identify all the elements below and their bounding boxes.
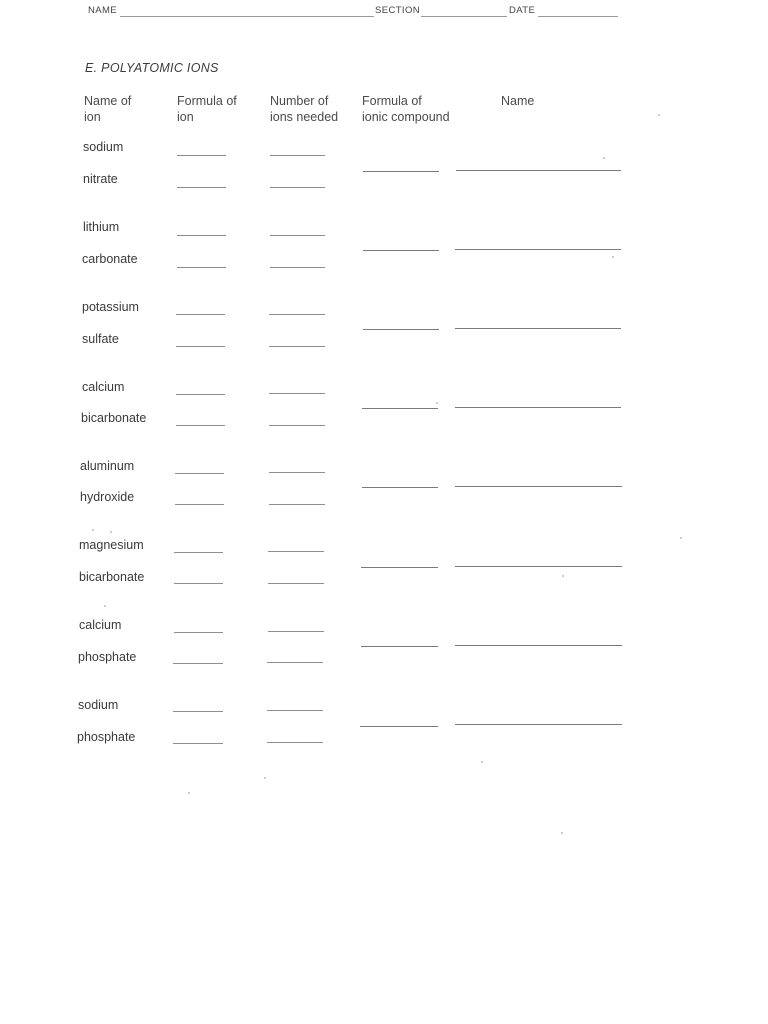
name-label: NAME: [88, 5, 118, 16]
anion-name: bicarbonate: [79, 570, 145, 584]
anion-name: phosphate: [77, 730, 136, 744]
cation-formula-blank[interactable]: [173, 711, 223, 712]
col-head-name-of-ion: [84, 93, 131, 125]
scan-speck: [264, 777, 266, 779]
col-head-line: ion: [84, 110, 101, 124]
compound-formula-blank[interactable]: [363, 250, 439, 251]
cation-count-blank[interactable]: [267, 710, 323, 711]
col-head-number-needed: [270, 93, 338, 125]
cation-formula-blank[interactable]: [174, 632, 223, 633]
scan-speck: [562, 575, 564, 577]
compound-name-blank[interactable]: [455, 486, 622, 487]
anion-count-blank[interactable]: [268, 583, 324, 584]
anion-formula-blank[interactable]: [174, 583, 223, 584]
date-field[interactable]: [538, 16, 618, 17]
compound-name-blank[interactable]: [455, 645, 622, 646]
cation-count-blank[interactable]: [270, 235, 325, 236]
compound-name-blank[interactable]: [455, 328, 621, 329]
cation-name: calcium: [82, 380, 125, 394]
scan-speck: [110, 531, 112, 533]
cation-formula-blank[interactable]: [177, 235, 226, 236]
scan-speck: [561, 832, 563, 834]
cation-formula-blank[interactable]: [175, 473, 224, 474]
col-head-line: Name: [501, 94, 535, 108]
anion-count-blank[interactable]: [269, 504, 325, 505]
anion-name: phosphate: [78, 650, 137, 664]
col-head-line: ionic compound: [362, 110, 450, 124]
compound-formula-blank[interactable]: [362, 408, 438, 409]
anion-name: carbonate: [82, 252, 138, 266]
anion-formula-blank[interactable]: [175, 504, 224, 505]
section-label: SECTION: [375, 5, 421, 16]
col-head-formula-of-ion: [177, 93, 237, 125]
compound-name-blank[interactable]: [456, 170, 621, 171]
scan-speck: [603, 157, 605, 159]
col-head-line: ion: [177, 110, 194, 124]
cation-formula-blank[interactable]: [176, 314, 225, 315]
col-head-line: Name of: [84, 94, 132, 108]
compound-name-blank[interactable]: [455, 249, 621, 250]
compound-formula-blank[interactable]: [361, 567, 438, 568]
cation-count-blank[interactable]: [268, 551, 324, 552]
anion-formula-blank[interactable]: [176, 425, 225, 426]
section-field[interactable]: [421, 16, 507, 17]
cation-count-blank[interactable]: [270, 155, 325, 156]
anion-count-blank[interactable]: [270, 267, 325, 268]
anion-formula-blank[interactable]: [173, 663, 223, 664]
cation-name: potassium: [82, 300, 139, 314]
scan-speck: [188, 792, 190, 794]
anion-count-blank[interactable]: [269, 425, 325, 426]
anion-name: nitrate: [83, 172, 118, 186]
col-head-line: Formula of: [362, 94, 422, 108]
cation-name: magnesium: [79, 538, 144, 552]
scan-speck: [680, 537, 682, 539]
compound-name-blank[interactable]: [455, 407, 621, 408]
cation-count-blank[interactable]: [269, 472, 325, 473]
cation-formula-blank[interactable]: [174, 552, 223, 553]
section-title: E. POLYATOMIC IONS: [85, 61, 219, 75]
compound-name-blank[interactable]: [455, 724, 622, 725]
scan-speck: [436, 402, 438, 404]
cation-count-blank[interactable]: [268, 631, 324, 632]
anion-count-blank[interactable]: [267, 742, 323, 743]
cation-name: aluminum: [80, 459, 135, 473]
anion-name: bicarbonate: [81, 411, 147, 425]
scan-speck: [658, 114, 660, 116]
cation-count-blank[interactable]: [269, 314, 325, 315]
anion-name: hydroxide: [80, 490, 135, 504]
col-head-line: Formula of: [177, 94, 237, 108]
col-head-line: Number of: [270, 94, 329, 108]
compound-formula-blank[interactable]: [363, 171, 439, 172]
anion-name: sulfate: [82, 332, 119, 346]
col-head-line: ions needed: [270, 110, 339, 124]
name-field[interactable]: [120, 16, 374, 17]
cation-formula-blank[interactable]: [177, 155, 226, 156]
anion-count-blank[interactable]: [269, 346, 325, 347]
anion-count-blank[interactable]: [267, 662, 323, 663]
col-head-formula-compound: [362, 93, 450, 125]
cation-name: sodium: [78, 698, 119, 712]
date-label: DATE: [509, 5, 536, 16]
scan-speck: [92, 529, 94, 531]
compound-name-blank[interactable]: [455, 566, 622, 567]
cation-name: lithium: [83, 220, 120, 234]
anion-formula-blank[interactable]: [176, 346, 225, 347]
anion-formula-blank[interactable]: [173, 743, 223, 744]
compound-formula-blank[interactable]: [363, 329, 439, 330]
compound-formula-blank[interactable]: [360, 726, 438, 727]
anion-count-blank[interactable]: [270, 187, 325, 188]
anion-formula-blank[interactable]: [177, 267, 226, 268]
scan-speck: [612, 256, 614, 258]
compound-formula-blank[interactable]: [362, 487, 438, 488]
cation-formula-blank[interactable]: [176, 394, 225, 395]
scan-speck: [481, 761, 483, 763]
cation-name: sodium: [83, 140, 124, 154]
col-head-name: [501, 93, 534, 109]
cation-name: calcium: [79, 618, 122, 632]
scan-speck: [104, 605, 106, 607]
anion-formula-blank[interactable]: [177, 187, 226, 188]
compound-formula-blank[interactable]: [361, 646, 438, 647]
cation-count-blank[interactable]: [269, 393, 325, 394]
